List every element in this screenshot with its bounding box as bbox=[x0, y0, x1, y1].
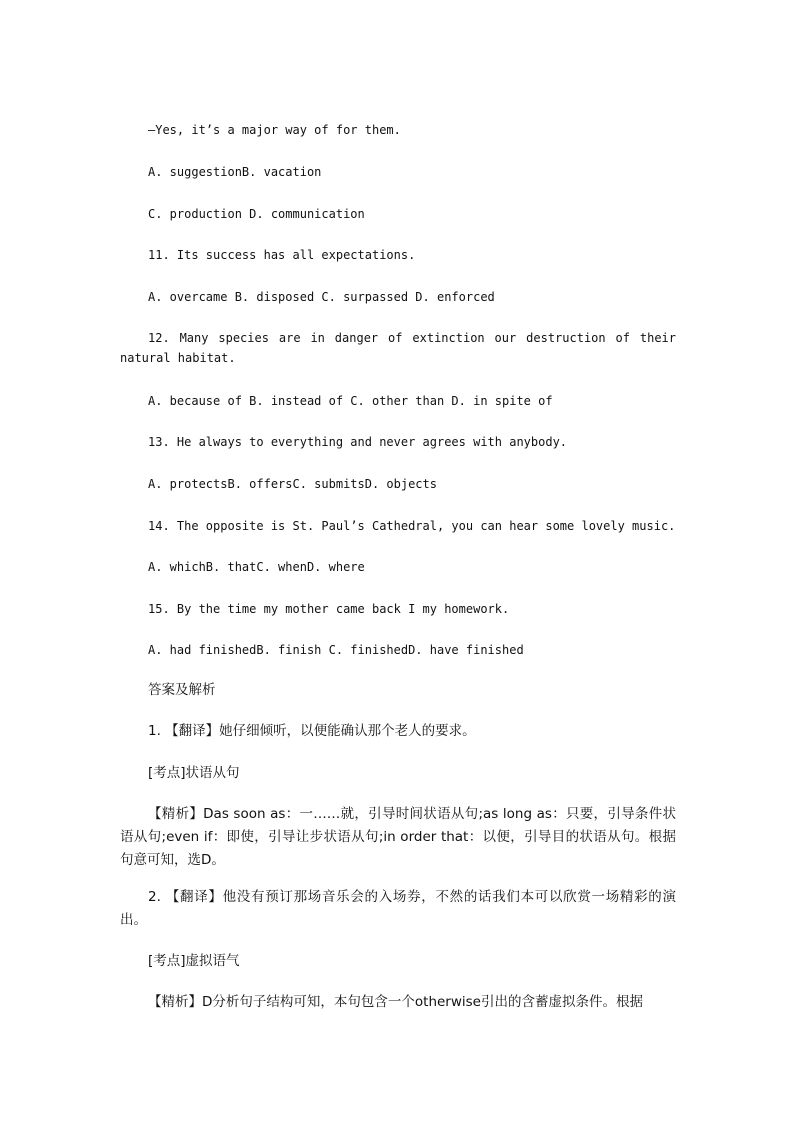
dialogue-line: —Yes, it’s a major way of for them. bbox=[148, 123, 401, 137]
options-15: A. had finishedB. finish C. finishedD. have finished bbox=[148, 643, 524, 657]
answer-1-translation: 1. 【翻译】她仔细倾听，以便能确认那个老人的要求。 bbox=[148, 723, 476, 739]
options-line: A. suggestionB. vacation bbox=[148, 165, 322, 179]
question-15: 15. By the time my mother came back I my homework. bbox=[148, 602, 510, 616]
answer-2-topic: [考点]虚拟语气 bbox=[148, 953, 240, 969]
answer-1-analysis: 【精析】Das soon as：一……就，引导时间状语从句;as long as：只要，引导条件状语从句;even if：即使，引导让步状语从句;in order that：以便，引导目的状语从句。根据句意可知，选D。 bbox=[120, 806, 676, 868]
answers-heading: 答案及解析 bbox=[148, 682, 216, 698]
options-12: A. because of B. instead of C. other than D. in spite of bbox=[148, 394, 553, 408]
question-11: 11. Its success has all expectations. bbox=[148, 248, 416, 262]
options-11: A. overcame B. disposed C. surpassed D. enforced bbox=[148, 290, 495, 304]
options-line: C. production D. communication bbox=[148, 207, 365, 221]
question-14: 14. The opposite is St. Paul’s Cathedral, you can hear some lovely music. bbox=[148, 519, 676, 533]
question-13: 13. He always to everything and never agrees with anybody. bbox=[148, 435, 568, 449]
answer-2-analysis: 【精析】D分析句子结构可知，本句包含一个otherwise引出的含蓄虚拟条件。根据 bbox=[148, 994, 643, 1010]
options-14: A. whichB. thatC. whenD. where bbox=[148, 560, 365, 574]
answer-2-translation: 2. 【翻译】他没有预订那场音乐会的入场券，不然的话我们本可以欣赏一场精彩的演出。 bbox=[120, 889, 676, 928]
options-13: A. protectsB. offersC. submitsD. objects bbox=[148, 477, 437, 491]
question-12: 12. Many species are in danger of extinction our destruction of their natural habitat. bbox=[120, 331, 684, 365]
answer-1-topic: [考点]状语从句 bbox=[148, 765, 240, 781]
